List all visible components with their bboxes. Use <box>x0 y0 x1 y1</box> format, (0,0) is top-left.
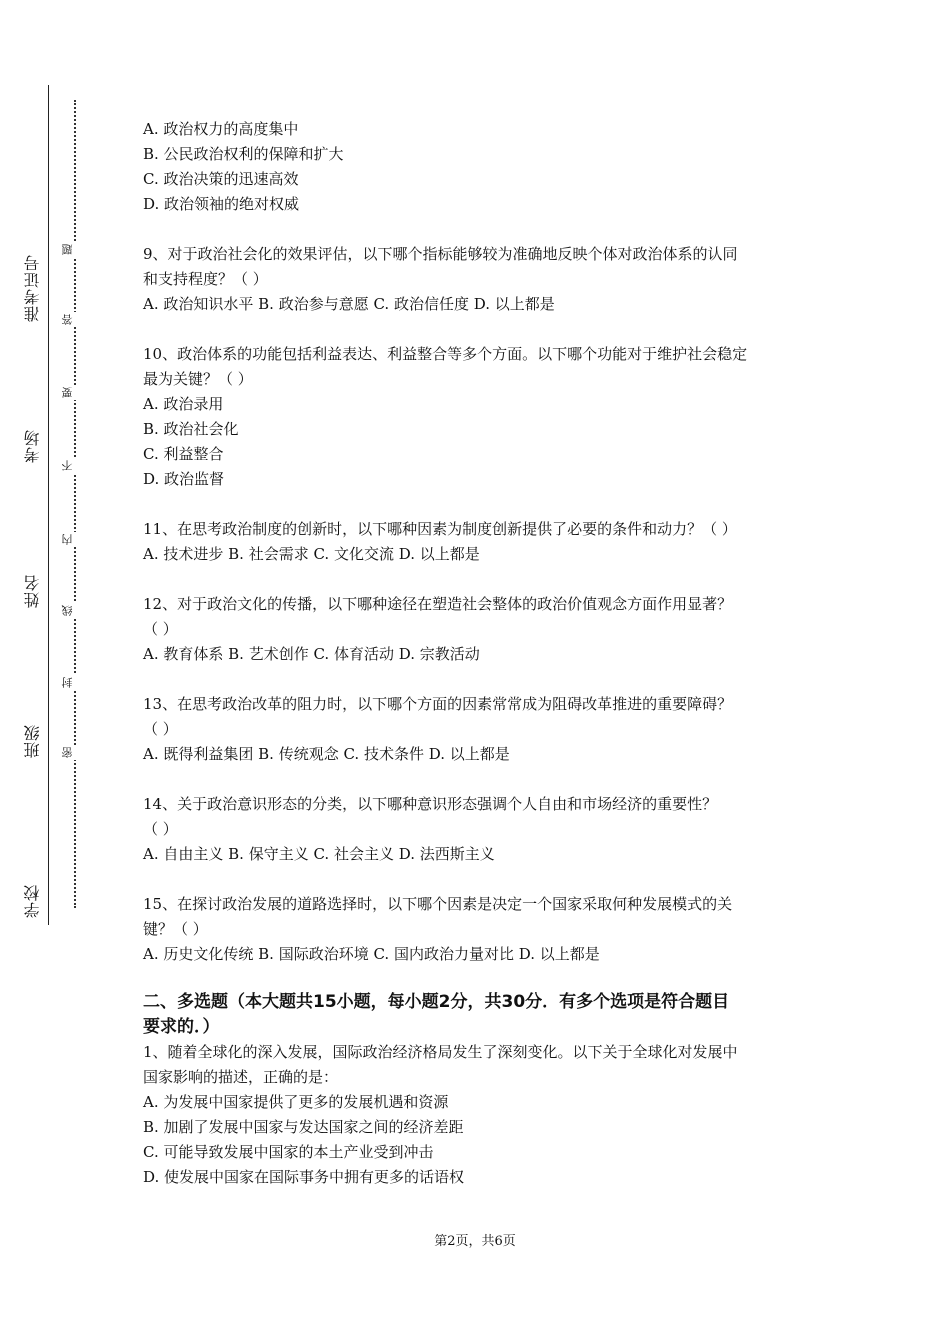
binding-margin <box>0 0 110 1344</box>
option: A. 历史文化传统 B. 国际政治环境 C. 国内政治力量对比 D. 以上都是 <box>143 945 600 963</box>
question-8-options <box>143 117 813 217</box>
question-text: 1、随着全球化的深入发展，国际政治经济格局发生了深刻变化。以下关于全球化对发展中 <box>143 1043 738 1061</box>
question-text: 11、在思考政治制度的创新时，以下哪种因素为制度创新提供了必要的条件和动力？（ ） <box>143 520 737 538</box>
field-exam-number: 准考证号 <box>22 250 44 326</box>
option: C. 政治决策的迅速高效 <box>143 170 299 188</box>
option: B. 公民政治权利的保障和扩大 <box>143 145 344 163</box>
field-exam-room: 考场 <box>22 425 44 467</box>
student-info-column <box>18 85 49 925</box>
question-13 <box>143 692 813 767</box>
option: C. 利益整合 <box>143 445 224 463</box>
option: A. 政治知识水平 B. 政治参与意愿 C. 政治信任度 D. 以上都是 <box>143 295 555 313</box>
question-text: 12、对于政治文化的传播，以下哪种途径在塑造社会整体的政治价值观念方面作用显著？ <box>143 595 733 613</box>
question-9 <box>143 242 813 317</box>
field-class: 班级 <box>22 720 44 762</box>
option: C. 可能导致发展中国家的本土产业受到冲击 <box>143 1143 434 1161</box>
seal-char: 密 <box>61 747 74 758</box>
seal-char: 封 <box>61 677 74 688</box>
question-text: 13、在思考政治改革的阻力时，以下哪个方面的因素常常成为阻碍改革推进的重要障碍？ <box>143 695 733 713</box>
question-text: 9、对于政治社会化的效果评估，以下哪个指标能够较为准确地反映个体对政治体系的认同 <box>143 245 738 263</box>
question-text: （ ） <box>143 720 178 738</box>
question-text: 和支持程度？（ ） <box>143 270 268 288</box>
field-school: 学校 <box>22 880 44 922</box>
option: A. 政治权力的高度集中 <box>143 120 299 138</box>
option: A. 政治录用 <box>143 395 224 413</box>
option: A. 技术进步 B. 社会需求 C. 文化交流 D. 以上都是 <box>143 545 480 563</box>
seal-char: 不 <box>61 460 74 471</box>
seal-char: 题 <box>61 244 74 255</box>
multi-question-1 <box>143 1040 813 1190</box>
seal-char: 内 <box>61 534 74 545</box>
seal-line <box>60 100 76 908</box>
option: A. 为发展中国家提供了更多的发展机遇和资源 <box>143 1093 449 1111</box>
question-text: 10、政治体系的功能包括利益表达、利益整合等多个方面。以下哪个功能对于维护社会稳定 <box>143 345 748 363</box>
question-15 <box>143 892 813 967</box>
option: D. 使发展中国家在国际事务中拥有更多的话语权 <box>143 1168 465 1186</box>
field-name: 姓名 <box>22 570 44 612</box>
question-12 <box>143 592 813 667</box>
page-number: 第2页，共6页 <box>434 1234 516 1249</box>
seal-char: 线 <box>61 605 74 616</box>
section-2-title: 二、多选题（本大题共15小题，每小题2分，共30分．有多个选项是符合题目 要求的．） <box>143 992 730 1037</box>
option: A. 既得利益集团 B. 传统观念 C. 技术条件 D. 以上都是 <box>143 745 510 763</box>
question-text: 15、在探讨政治发展的道路选择时，以下哪个因素是决定一个国家采取何种发展模式的关 <box>143 895 733 913</box>
question-text: 键？（ ） <box>143 920 208 938</box>
question-10 <box>143 342 813 492</box>
option: B. 加剧了发展中国家与发达国家之间的经济差距 <box>143 1118 464 1136</box>
question-14 <box>143 792 813 867</box>
seal-char: 答 <box>61 314 74 325</box>
question-text: （ ） <box>143 620 178 638</box>
option: A. 教育体系 B. 艺术创作 C. 体育活动 D. 宗教活动 <box>143 645 480 663</box>
question-text: （ ） <box>143 820 178 838</box>
option: A. 自由主义 B. 保守主义 C. 社会主义 D. 法西斯主义 <box>143 845 495 863</box>
question-text: 最为关键？（ ） <box>143 370 253 388</box>
seal-char: 要 <box>61 387 74 398</box>
option: D. 政治监督 <box>143 470 225 488</box>
question-11 <box>143 517 813 567</box>
question-text: 国家影响的描述，正确的是： <box>143 1068 339 1086</box>
option: D. 政治领袖的绝对权威 <box>143 195 300 213</box>
question-text: 14、关于政治意识形态的分类，以下哪种意识形态强调个人自由和市场经济的重要性？ <box>143 795 718 813</box>
exam-content <box>143 117 813 1215</box>
option: B. 政治社会化 <box>143 420 239 438</box>
